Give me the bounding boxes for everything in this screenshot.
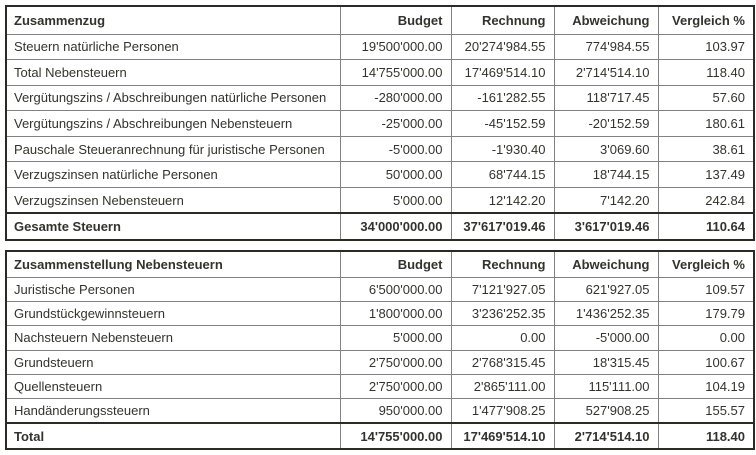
row-value: 621'927.05: [554, 277, 658, 301]
table-row: [6, 277, 754, 301]
row-label: Grundsteuern: [6, 350, 340, 374]
column-header-abweichung: Abweichung: [554, 6, 658, 34]
row-value: 57.60: [658, 85, 754, 111]
row-label: Verzugszinsen Nebensteuern: [6, 188, 340, 214]
row-value: 155.57: [658, 399, 754, 423]
row-label: Pauschale Steueranrechnung für juristische Personen: [6, 136, 340, 162]
row-label: Vergütungszins / Abschreibungen Nebensteuern: [6, 111, 340, 137]
row-value: 242.84: [658, 188, 754, 214]
row-label: Verzugszinsen natürliche Personen: [6, 162, 340, 188]
total-row: [6, 213, 754, 240]
row-value: 14'755'000.00: [340, 60, 451, 86]
total-budget: 34'000'000.00: [340, 213, 451, 240]
table-row: [6, 111, 754, 137]
table-row: [6, 375, 754, 399]
total-vergleich: 110.64: [658, 213, 754, 240]
total-abweichung: 2'714'514.10: [554, 423, 658, 449]
row-value: 19'500'000.00: [340, 34, 451, 60]
row-value: 3'236'252.35: [451, 301, 554, 325]
table-row: [6, 188, 754, 214]
total-rechnung: 17'469'514.10: [451, 423, 554, 449]
row-value: 6'500'000.00: [340, 277, 451, 301]
table-row: [6, 399, 754, 423]
row-value: 2'714'514.10: [554, 60, 658, 86]
row-value: 103.97: [658, 34, 754, 60]
row-label: Steuern natürliche Personen: [6, 34, 340, 60]
row-value: 18'744.15: [554, 162, 658, 188]
row-value: 104.19: [658, 375, 754, 399]
column-header-budget: Budget: [340, 251, 451, 277]
row-label: Nachsteuern Nebensteuern: [6, 326, 340, 350]
row-value: 1'436'252.35: [554, 301, 658, 325]
row-value: 0.00: [451, 326, 554, 350]
row-value: 38.61: [658, 136, 754, 162]
row-value: 109.57: [658, 277, 754, 301]
column-header-vergleich: Vergleich %: [658, 6, 754, 34]
table-row: [6, 60, 754, 86]
row-value: -5'000.00: [340, 136, 451, 162]
row-value: 7'142.20: [554, 188, 658, 214]
row-value: 1'477'908.25: [451, 399, 554, 423]
row-value: 100.67: [658, 350, 754, 374]
total-abweichung: 3'617'019.46: [554, 213, 658, 240]
total-label: Gesamte Steuern: [6, 213, 340, 240]
column-header-vergleich: Vergleich %: [658, 251, 754, 277]
table-title: Zusammenzug: [6, 6, 340, 34]
row-label: Quellensteuern: [6, 375, 340, 399]
row-label: Grundstückgewinnsteuern: [6, 301, 340, 325]
row-value: 2'750'000.00: [340, 350, 451, 374]
row-value: 18'315.45: [554, 350, 658, 374]
row-value: 7'121'927.05: [451, 277, 554, 301]
row-value: 137.49: [658, 162, 754, 188]
table-row: [6, 85, 754, 111]
row-value: 115'111.00: [554, 375, 658, 399]
header-row: [6, 251, 754, 277]
column-header-rechnung: Rechnung: [451, 251, 554, 277]
column-header-abweichung: Abweichung: [554, 251, 658, 277]
row-value: 118'717.45: [554, 85, 658, 111]
table-row: [6, 34, 754, 60]
table-row: [6, 162, 754, 188]
row-value: -25'000.00: [340, 111, 451, 137]
row-value: 50'000.00: [340, 162, 451, 188]
row-value: 2'865'111.00: [451, 375, 554, 399]
row-value: 118.40: [658, 60, 754, 86]
table-row: [6, 350, 754, 374]
row-value: 950'000.00: [340, 399, 451, 423]
header-row: [6, 6, 754, 34]
table-row: [6, 301, 754, 325]
row-value: 2'768'315.45: [451, 350, 554, 374]
table-row: [6, 136, 754, 162]
row-value: 12'142.20: [451, 188, 554, 214]
table-row: [6, 326, 754, 350]
total-row: [6, 423, 754, 449]
row-value: 5'000.00: [340, 326, 451, 350]
total-label: Total: [6, 423, 340, 449]
row-value: 2'750'000.00: [340, 375, 451, 399]
row-value: -1'930.40: [451, 136, 554, 162]
row-value: 180.61: [658, 111, 754, 137]
row-value: 20'274'984.55: [451, 34, 554, 60]
detail-table-nebensteuern: [5, 250, 755, 450]
summary-table-zusammenzug: [5, 5, 755, 241]
row-value: 0.00: [658, 326, 754, 350]
row-value: -280'000.00: [340, 85, 451, 111]
row-label: Vergütungszins / Abschreibungen natürliche Personen: [6, 85, 340, 111]
column-header-rechnung: Rechnung: [451, 6, 554, 34]
row-label: Handänderungssteuern: [6, 399, 340, 423]
row-value: -5'000.00: [554, 326, 658, 350]
table-title: Zusammenstellung Nebensteuern: [6, 251, 340, 277]
row-value: 5'000.00: [340, 188, 451, 214]
row-label: Total Nebensteuern: [6, 60, 340, 86]
total-rechnung: 37'617'019.46: [451, 213, 554, 240]
row-value: 3'069.60: [554, 136, 658, 162]
row-value: -161'282.55: [451, 85, 554, 111]
row-value: 17'469'514.10: [451, 60, 554, 86]
column-header-budget: Budget: [340, 6, 451, 34]
row-value: -20'152.59: [554, 111, 658, 137]
total-vergleich: 118.40: [658, 423, 754, 449]
row-label: Juristische Personen: [6, 277, 340, 301]
row-value: 68'744.15: [451, 162, 554, 188]
row-value: -45'152.59: [451, 111, 554, 137]
row-value: 774'984.55: [554, 34, 658, 60]
total-budget: 14'755'000.00: [340, 423, 451, 449]
row-value: 1'800'000.00: [340, 301, 451, 325]
row-value: 179.79: [658, 301, 754, 325]
row-value: 527'908.25: [554, 399, 658, 423]
